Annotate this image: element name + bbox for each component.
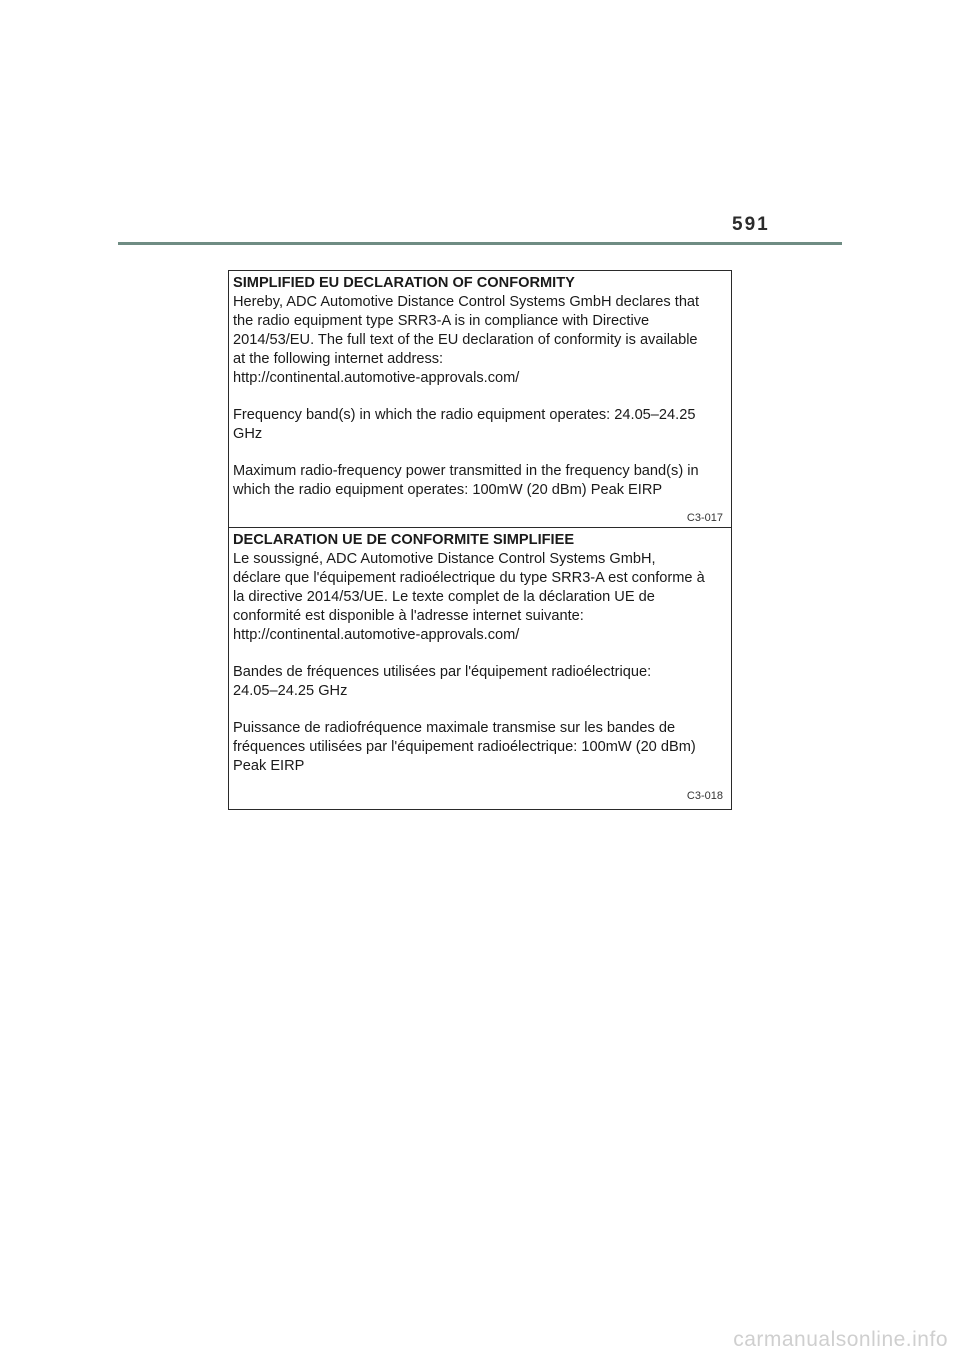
declaration-fr-line: déclare que l'équipement radioélectrique du type SRR3-A est conforme à <box>233 570 705 586</box>
declaration-en-title: SIMPLIFIED EU DECLARATION OF CONFORMITY <box>233 275 575 291</box>
spacer <box>233 701 727 719</box>
declaration-en-frequency-line: Frequency band(s) in which the radio equipment operates: 24.05–24.25 <box>233 407 696 423</box>
declaration-fr-line: Le soussigné, ADC Automotive Distance Control Systems GmbH, <box>233 551 656 567</box>
declaration-fr-code: C3-018 <box>686 790 723 802</box>
declaration-en-line: the radio equipment type SRR3-A is in compliance with Directive <box>233 313 650 329</box>
declaration-en-code: C3-017 <box>686 512 723 524</box>
declaration-fr-line: conformité est disponible à l'adresse internet suivante: <box>233 608 584 624</box>
declaration-fr-frequency-line: 24.05–24.25 GHz <box>233 683 348 699</box>
spacer <box>233 645 727 663</box>
declaration-fr-frequency-line: Bandes de fréquences utilisées par l'équipement radioélectrique: <box>233 664 652 680</box>
declaration-en-section <box>229 271 731 527</box>
declaration-en-line: 2014/53/EU. The full text of the EU declaration of conformity is available <box>233 332 698 348</box>
declaration-en-power-line: Maximum radio-frequency power transmitted in the frequency band(s) in <box>233 463 699 479</box>
declaration-fr-url: http://continental.automotive-approvals.com/ <box>233 627 520 643</box>
spacer <box>233 444 727 462</box>
spacer <box>233 388 727 406</box>
declaration-en-frequency-line: GHz <box>233 426 263 442</box>
declaration-fr-power-line: fréquences utilisées par l'équipement radioélectrique: 100mW (20 dBm) <box>233 739 696 755</box>
declaration-en-line: Hereby, ADC Automotive Distance Control Systems GmbH declares that <box>233 294 700 310</box>
declaration-en-url: http://continental.automotive-approvals.com/ <box>233 370 520 386</box>
declaration-en-line: at the following internet address: <box>233 351 444 367</box>
watermark: carmanualsonline.info <box>733 1328 948 1351</box>
page-number: 591 <box>732 214 770 235</box>
declaration-en-power-line: which the radio equipment operates: 100mW (20 dBm) Peak EIRP <box>233 482 663 498</box>
declaration-fr-title: DECLARATION UE DE CONFORMITE SIMPLIFIEE <box>233 532 575 548</box>
declaration-label-box <box>228 270 732 810</box>
declaration-fr-line: la directive 2014/53/UE. Le texte complet de la déclaration UE de <box>233 589 655 605</box>
declaration-fr-power-line: Puissance de radiofréquence maximale transmise sur les bandes de <box>233 720 676 736</box>
declaration-fr-section <box>229 527 731 809</box>
header-rule <box>118 242 842 245</box>
declaration-fr-power-line: Peak EIRP <box>233 758 305 774</box>
